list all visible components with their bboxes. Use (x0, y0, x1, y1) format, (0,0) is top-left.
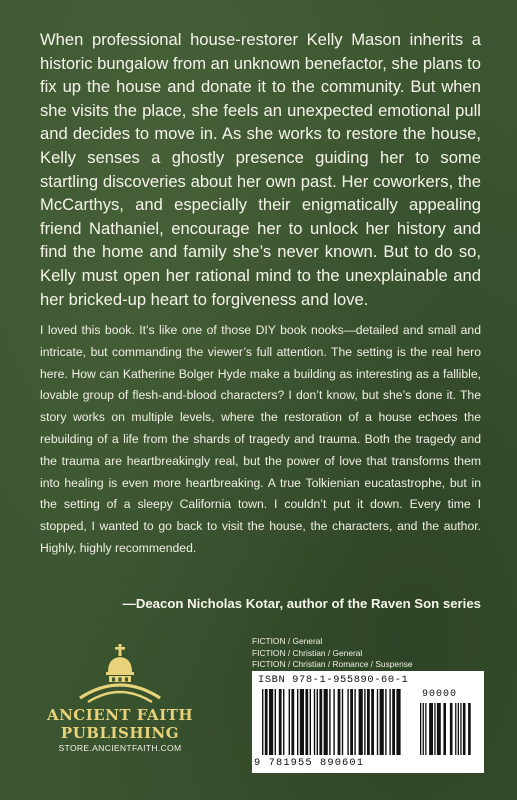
barcode-bar (269, 689, 273, 755)
endorsement-quote: I loved this book. It’s like one of those DIY book nooks—detailed and small and intricate, but commanding the viewer’s full attention. The setting is the real hero here. How can Katherine Bolger Hyde make a building as interesting as a fallible, lovable group of flesh-and-blood characters? I don’t know, but she’s done it. The story works on multiple levels, where the restoration of a house echoes the rebuilding of a life from the shards of tragedy and trauma. Both the tragedy and the trauma are heartbreakingly real, but the power of love that transforms them into healing is even more heartbreaking. A true Tolkienian eucatastrophe, but in the setting of a sleepy California town. I couldn’t put it down. Every time I stopped, I wanted to go back to visit the house, the characters, and the author. Highly, highly recommended. (40, 323, 481, 555)
barcode-bar (468, 703, 471, 755)
category-line: FICTION / Christian / General (252, 647, 363, 658)
bisac-categories (252, 636, 413, 671)
barcode-bar (329, 689, 330, 755)
church-dome-cross-icon (74, 642, 166, 704)
barcode-bar (347, 689, 348, 755)
barcode-bar (283, 689, 284, 755)
barcode-bar (423, 703, 424, 755)
ean-digits: 9 781955 890601 (254, 757, 365, 769)
barcode-bar (262, 689, 263, 755)
barcode-bar (463, 703, 466, 755)
barcode-bar (367, 689, 370, 755)
endorsement-attribution: —Deacon Nicholas Kotar, author of the Raven Son series (122, 596, 481, 611)
barcode-bar (265, 689, 268, 755)
barcode-bar (342, 689, 343, 755)
barcode-bar (443, 703, 446, 755)
barcode-bar (455, 703, 456, 755)
barcode-bar (458, 703, 459, 755)
barcode-bar (297, 689, 298, 755)
barcode-bar (450, 703, 453, 755)
barcode-bar (425, 703, 426, 755)
barcode-bar (275, 689, 276, 755)
barcode-bar (396, 689, 400, 755)
publisher-logo-block (30, 642, 210, 753)
publisher-name-line1: ANCIENT FAITH (46, 706, 194, 724)
barcode-bar (359, 689, 363, 755)
barcode-bar (380, 689, 384, 755)
barcode-bar (324, 689, 328, 755)
barcode-bar (279, 689, 282, 755)
barcode-bar (354, 689, 355, 755)
barcode-bar (385, 689, 386, 755)
barcode-bar (314, 689, 315, 755)
barcode-bar (392, 689, 395, 755)
barcode-bar (310, 689, 311, 755)
barcode-bar (300, 689, 304, 755)
barcode-bar (333, 689, 334, 755)
barcode-bar (437, 703, 441, 755)
barcode-bar (434, 703, 435, 755)
price-code: 90000 (422, 689, 458, 700)
barcode-bar (460, 703, 461, 755)
barcode-bar (319, 689, 322, 755)
barcode-bar (338, 689, 341, 755)
category-line: FICTION / Christian / Romance / Suspense (252, 659, 413, 669)
publisher-name-line2: PUBLISHING (60, 724, 180, 742)
barcode-bar (289, 689, 290, 755)
barcode-bar (291, 689, 294, 755)
barcode-bar (429, 703, 433, 755)
barcode-bar (389, 689, 390, 755)
isbn-barcode (252, 671, 484, 773)
barcode-bar (350, 689, 353, 755)
barcode-bar (420, 703, 421, 755)
category-line: FICTION / General (252, 636, 323, 646)
publisher-url: STORE.ANCIENTFAITH.COM (58, 743, 182, 753)
barcode-bar (364, 689, 365, 755)
barcode-bar (377, 689, 378, 755)
isbn-label: ISBN 978-1-955890-60-1 (258, 674, 409, 686)
barcode-bar (371, 689, 374, 755)
barcode-bar (317, 689, 318, 755)
barcode-bar (305, 689, 308, 755)
back-cover-blurb: When professional house-restorer Kelly Mason inherits a historic bungalow from an unknown benefactor, she plans to fix up the house and donate it to the community. But when she visits the place, she feels an unexpected emotional pull and decides to move in. As she works to restore the house, Kelly senses a ghostly presence guiding her to some startling discoveries about her own past. Her coworkers, the McCarthys, and especially their enigmatically appealing friend Nathaniel, encourage her to unlock her history and find the home and family she’s never known. But to do so, Kelly must open her rational mind to the unexplainable and her bricked-up heart to forgiveness and love. (40, 30, 481, 309)
